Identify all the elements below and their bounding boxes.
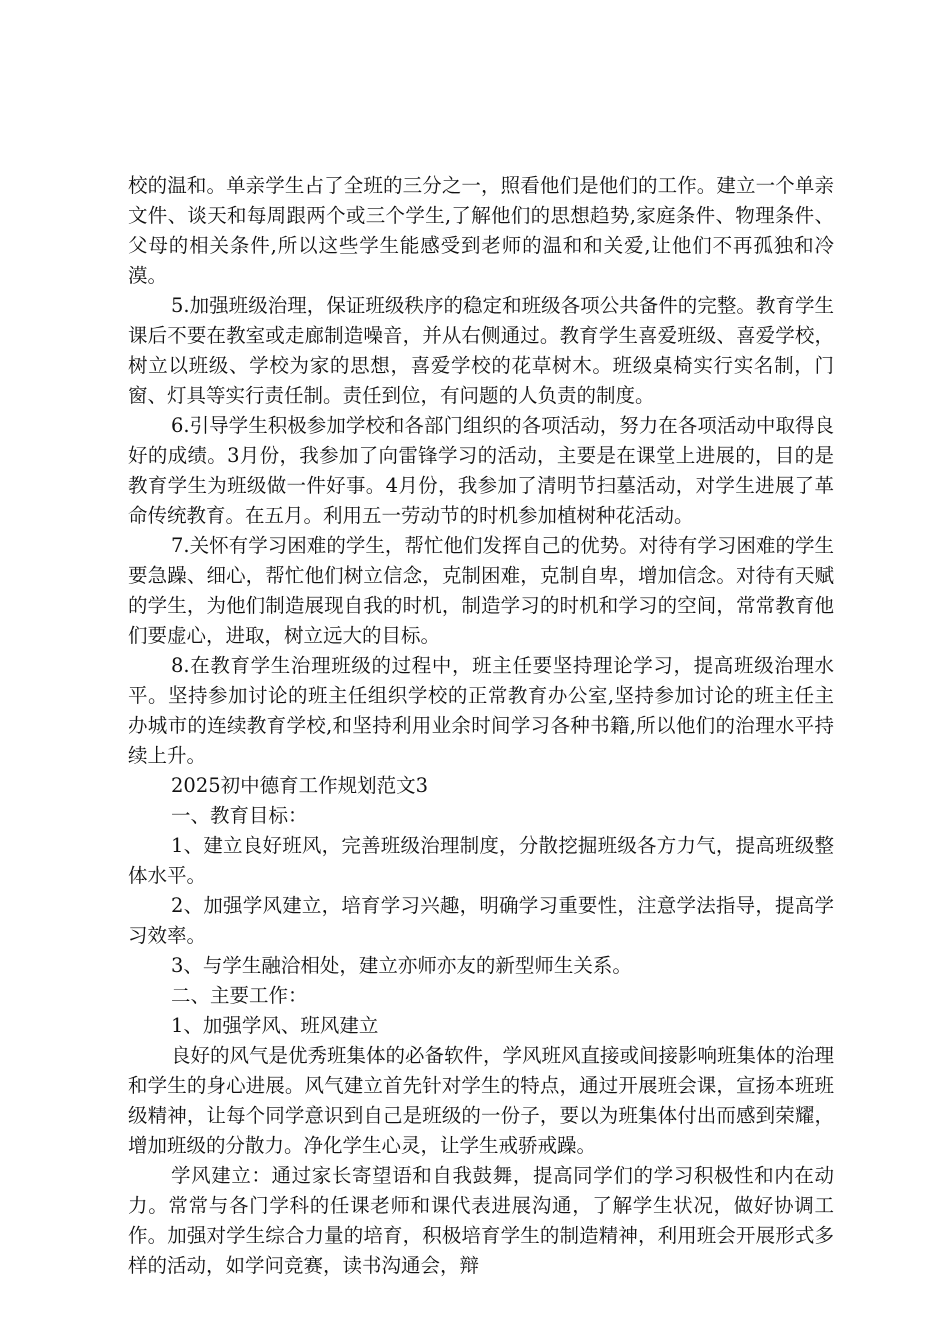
heading-main-work: 二、主要工作：	[171, 984, 308, 1007]
paragraph-study-style: 学风建立：通过家长寄望语和自我鼓舞，提高同学们的学习积极性和内在动力。常常与各门学科的任课老师和课代表进展沟通，了解学生状况，做好协调工作。加强对学生综合力量的培育，积极培育学生的制造精神，利用班会开展形式多样的活动，如学问竞赛，读书沟通会，辩	[128, 1164, 834, 1277]
paragraph-item-7: 7.关怀有学习困难的学生，帮忙他们发挥自己的优势。对待有学习困难的学生要急躁、细心，帮忙他们树立信念，克制困难，克制自卑，增加信念。对待有天赋的学生，为他们制造展现自我的时机，制造学习的时机和学习的空间，常常教育他们要虚心，进取，树立远大的目标。	[128, 534, 834, 647]
heading-education-goals: 一、教育目标：	[171, 804, 308, 827]
paragraph-item-6: 6.引导学生积极参加学校和各部门组织的各项活动，努力在各项活动中取得良好的成绩。3月份，我参加了向雷锋学习的活动，主要是在课堂上进展的，目的是教育学生为班级做一件好事。4月份，我参加了清明节扫墓活动，对学生进展了革命传统教育。在五月。利用五一劳动节的时机参加植树种花活动。	[128, 414, 834, 527]
subheading-study-style: 1、加强学风、班风建立	[171, 1014, 379, 1037]
goal-item-2: 2、加强学风建立，培育学习兴趣，明确学习重要性，注意学法指导，提高学习效率。	[128, 894, 834, 947]
goal-item-3: 3、与学生融洽相处，建立亦师亦友的新型师生关系。	[171, 954, 632, 977]
paragraph-continuation: 校的温和。单亲学生占了全班的三分之一，照看他们是他们的工作。建立一个单亲文件、谈天和每周跟两个或三个学生,了解他们的思想趋势,家庭条件、物理条件、父母的相关条件,所以这些学生能感受到老师的温和和关爱,让他们不再孤独和冷漠。	[128, 174, 834, 287]
document-body	[128, 171, 834, 1281]
goal-item-1: 1、建立良好班风，完善班级治理制度，分散挖掘班级各方力气，提高班级整体水平。	[128, 834, 834, 887]
section-title: 2025初中德育工作规划范文3	[171, 774, 429, 797]
paragraph-class-style: 良好的风气是优秀班集体的必备软件，学风班风直接或间接影响班集体的治理和学生的身心进展。风气建立首先针对学生的特点，通过开展班会课，宣扬本班班级精神，让每个同学意识到自己是班级的一份子，要以为班集体付出而感到荣耀，增加班级的分散力。净化学生心灵，让学生戒骄戒躁。	[128, 1044, 835, 1157]
paragraph-item-5: 5.加强班级治理，保证班级秩序的稳定和班级各项公共备件的完整。教育学生课后不要在教室或走廊制造噪音，并从右侧通过。教育学生喜爱班级、喜爱学校，树立以班级、学校为家的思想，喜爱学校的花草树木。班级桌椅实行实名制，门窗、灯具等实行责任制。责任到位，有问题的人负责的制度。	[128, 294, 834, 407]
paragraph-item-8: 8.在教育学生治理班级的过程中，班主任要坚持理论学习，提高班级治理水平。坚持参加讨论的班主任组织学校的正常教育办公室,坚持参加讨论的班主任主办城市的连续教育学校,和坚持利用业余时间学习各种书籍,所以他们的治理水平持续上升。	[128, 654, 834, 767]
